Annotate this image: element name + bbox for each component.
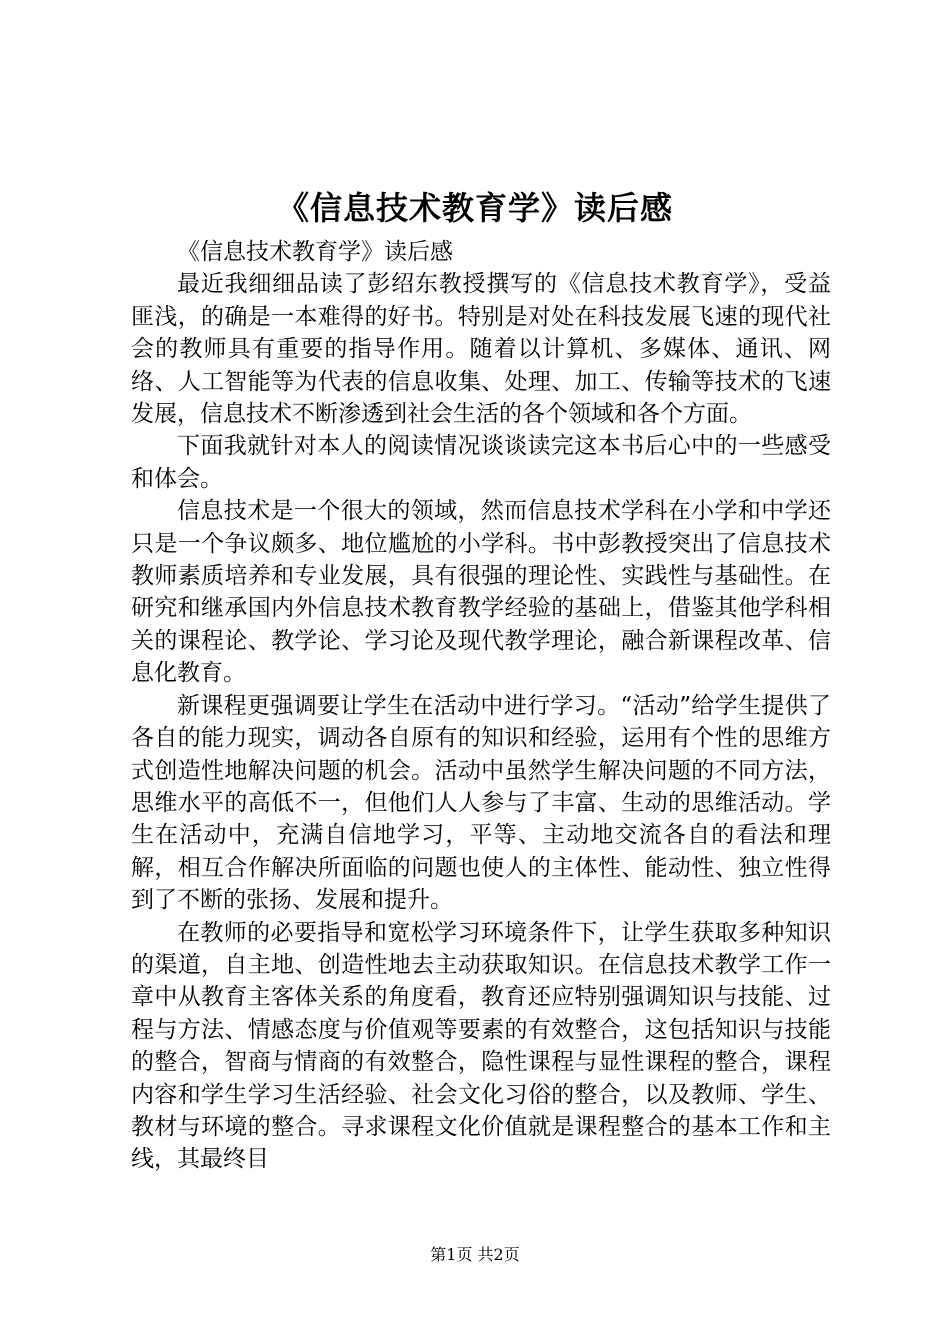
document-title: 《信息技术教育学》读后感 <box>276 189 673 227</box>
paragraph: 新课程更强调要让学生在活动中进行学习。“活动”给学生提供了各自的能力现实，调动各自原有的知识和经验，运用有个性的思维方式创造性地解决问题的机会。活动中虽然学生解决问题的不同方法，思维水平的高低不一，但他们人人参与了丰富、生动的思维活动。学生在活动中，充满自信地学习，平等、主动地交流各自的看法和理解，相互合作解决所面临的问题也使人的主体性、能动性、独立性得到了不断的张扬、发展和提升。 <box>131 692 831 914</box>
document-body <box>131 236 831 1176</box>
paragraph: 在教师的必要指导和宽松学习环境条件下，让学生获取多种知识的渠道，自主地、创造性地去主动获取知识。在信息技术教学工作一章中从教育主客体关系的角度看，教育还应特别强调知识与技能、过程与方法、情感态度与价值观等要素的有效整合，这包括知识与技能的整合，智商与情商的有效整合，隐性课程与显性课程的整合，课程内容和学生学习生活经验、社会文化习俗的整合，以及教师、学生、教材与环境的整合。寻求课程文化价值就是课程整合的基本工作和主线，其最终目 <box>131 919 831 1173</box>
paragraph: 信息技术是一个很大的领域，然而信息技术学科在小学和中学还只是一个争议颇多、地位尴尬的小学科。书中彭教授突出了信息技术教师素质培养和专业发展，具有很强的理论性、实践性与基础性。在研究和继承国内外信息技术教育教学经验的基础上，借鉴其他学科相关的课程论、教学论、学习论及现代教学理论，融合新课程改革、信息化教育。 <box>131 498 831 687</box>
page-footer: 第1页 共2页 <box>430 1245 520 1264</box>
paragraph: 下面我就针对本人的阅读情况谈谈读完这本书后心中的一些感受和体会。 <box>131 433 831 492</box>
paragraph-subtitle: 《信息技术教育学》读后感 <box>177 239 453 265</box>
paragraph: 最近我细细品读了彭绍东教授撰写的《信息技术教育学》，受益匪浅，的确是一本难得的好书。特别是对处在科技发展飞速的现代社会的教师具有重要的指导作用。随着以计算机、多媒体、通讯、网络、人工智能等为代表的信息收集、处理、加工、传输等技术的飞速发展，信息技术不断渗透到社会生活的各个领域和各个方面。 <box>131 271 831 428</box>
